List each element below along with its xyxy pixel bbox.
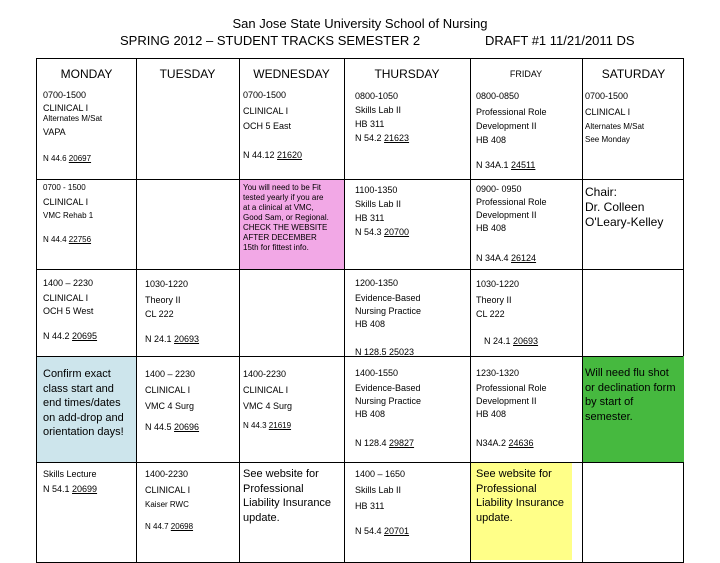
insurance-note-wednesday: See website for Professional Liability Insurance update. xyxy=(243,468,332,524)
time: 0700-1500 xyxy=(43,90,87,100)
location: CL 222 xyxy=(145,309,174,319)
tue-row3-course xyxy=(145,333,199,346)
course-number: N34A.2 xyxy=(476,438,509,448)
thu-row3-cell xyxy=(355,277,421,331)
location: HB 408 xyxy=(476,135,507,145)
course-number: N 44.7 xyxy=(145,522,171,531)
course-name: Skills Lab II xyxy=(355,485,402,495)
note: Alternates M/Sat xyxy=(43,114,103,123)
course-type: CLINICAL I xyxy=(43,293,89,303)
course-code: 26124 xyxy=(511,253,537,263)
location: OCH 5 East xyxy=(243,121,292,131)
thu-row4-cell xyxy=(355,367,421,421)
time: 1030-1220 xyxy=(145,279,189,289)
course xyxy=(355,131,409,145)
course-code: 21620 xyxy=(277,150,303,160)
mon-row1-course xyxy=(43,154,91,164)
course-name: Skills Lab II xyxy=(355,105,402,115)
wed-row1-cell xyxy=(243,89,291,133)
tue-row5-cell xyxy=(145,467,190,510)
time: 0700-1500 xyxy=(243,90,287,100)
day-header-monday: MONDAY xyxy=(60,67,113,81)
row-divider xyxy=(37,462,683,463)
tue-row5-course xyxy=(145,522,193,532)
course-type: CLINICAL I xyxy=(243,385,289,395)
course-name-cont: Nursing Practice xyxy=(355,306,422,316)
course-name-cont: Development II xyxy=(476,121,537,131)
draft-label: DRAFT #1 11/21/2011 DS xyxy=(485,33,635,48)
course-number: N 44.6 xyxy=(43,154,69,163)
tue-row4-course xyxy=(145,421,199,434)
insurance-note-friday: See website for Professional Liability Insurance update. xyxy=(476,468,565,524)
school-title: San Jose State University School of Nursing xyxy=(232,16,488,31)
day-header-thursday: THURSDAY xyxy=(374,67,440,81)
course-type: CLINICAL I xyxy=(243,105,289,116)
course-name: Skills Lab II xyxy=(355,199,402,209)
course-number: N 44.2 xyxy=(43,331,73,341)
location: HB 408 xyxy=(476,409,507,419)
course-name: Theory II xyxy=(476,295,512,305)
time: 1400-1550 xyxy=(355,368,399,378)
fri-row3-course xyxy=(484,335,538,348)
course-number: N 34A.1 xyxy=(476,160,512,170)
course-name: Theory II xyxy=(145,295,181,305)
course-number: N 44.3 xyxy=(243,421,269,430)
time: 1400 – 2230 xyxy=(145,369,196,379)
course-number: N 34A.4 xyxy=(476,253,512,263)
note-line: tested yearly if you are xyxy=(243,193,324,202)
col-divider xyxy=(136,59,137,562)
location: HB 311 xyxy=(355,501,385,511)
mon-row5-cell xyxy=(43,467,97,497)
mon-row1-cell xyxy=(43,89,102,139)
semester-title: SPRING 2012 – STUDENT TRACKS SEMESTER 2 xyxy=(120,33,421,48)
location: OCH 5 West xyxy=(43,306,94,316)
course-number: N 24.1 xyxy=(484,336,514,346)
mon-row3-cell xyxy=(43,277,93,318)
course-name: Professional Role xyxy=(476,383,547,393)
fit-test-note xyxy=(243,183,329,253)
course-code: 20696 xyxy=(174,422,200,432)
course-type: CLINICAL I xyxy=(43,197,89,207)
time: 1400-2230 xyxy=(145,469,189,479)
col-divider xyxy=(470,59,471,562)
location: HB 311 xyxy=(355,213,385,223)
location: VAPA xyxy=(43,127,66,137)
chair-info xyxy=(585,185,663,230)
course-number: N 128.5 xyxy=(355,347,390,357)
location: HB 408 xyxy=(476,223,507,233)
time: 0900- 0950 xyxy=(476,184,522,194)
chair-name: Dr. Colleen xyxy=(585,200,645,214)
course-name-cont: Nursing Practice xyxy=(355,396,422,406)
course-number: N 54.4 xyxy=(355,526,385,536)
course xyxy=(355,225,409,239)
course-type: CLINICAL I xyxy=(43,102,89,113)
day-header-tuesday: TUESDAY xyxy=(159,67,216,81)
course-number: N 44.4 xyxy=(43,235,69,244)
location: HB 408 xyxy=(355,409,386,419)
course-code: 24511 xyxy=(511,160,536,170)
fri-row1-cell xyxy=(476,89,547,147)
note-line: You will need to be Fit xyxy=(243,183,321,192)
course-code: 20699 xyxy=(72,484,98,494)
time: 0800-0850 xyxy=(476,91,520,101)
location: HB 408 xyxy=(355,319,386,329)
thu-row4-course xyxy=(355,437,414,450)
course-number: N 44.5 xyxy=(145,422,175,432)
wed-row1-course xyxy=(243,149,302,162)
location: VMC Rehab 1 xyxy=(43,211,94,220)
course-code: 21623 xyxy=(384,133,410,143)
location: Kaiser RWC xyxy=(145,500,189,509)
course-name: Professional Role xyxy=(476,107,547,117)
course-number: N 54.1 xyxy=(43,484,73,494)
course-code: 20693 xyxy=(513,336,539,346)
row-divider xyxy=(37,269,683,270)
thu-row1-cell xyxy=(355,89,409,145)
course-number: N 24.1 xyxy=(145,334,175,344)
thu-row2-cell xyxy=(355,183,409,239)
course-code: 20698 xyxy=(170,522,194,531)
sat-row1-cell xyxy=(585,89,644,145)
fri-row2-cell xyxy=(476,183,547,235)
course-name: Professional Role xyxy=(476,197,547,207)
col-divider xyxy=(239,59,240,562)
course-type: CLINICAL I xyxy=(585,107,631,117)
note-line: Good Sam, or Regional. xyxy=(243,213,329,222)
fri-row1-course xyxy=(476,159,535,172)
course-code: 21619 xyxy=(268,421,292,430)
location: CL 222 xyxy=(476,309,505,319)
wed-row4-course xyxy=(243,421,291,431)
time: 1400 – 1650 xyxy=(355,469,406,479)
day-header-wednesday: WEDNESDAY xyxy=(253,67,330,81)
location: HB 311 xyxy=(355,119,385,129)
course-number: N 44.12 xyxy=(243,150,278,160)
thu-row5-cell xyxy=(355,467,405,513)
note-line: at a clinical at VMC, xyxy=(243,203,314,212)
course-code: 25023 xyxy=(389,347,415,357)
tue-row4-cell xyxy=(145,367,195,413)
course-code: 22756 xyxy=(68,235,92,244)
flu-shot-note: Will need flu shot or declination form by start of semester. xyxy=(585,367,676,423)
course-number: N 128.4 xyxy=(355,438,390,448)
fri-row4-course xyxy=(476,437,534,450)
course-type: CLINICAL I xyxy=(145,385,191,395)
course-number: N 54.2 xyxy=(355,133,385,143)
fri-row4-cell xyxy=(476,367,547,421)
day-header-friday: FRIDAY xyxy=(509,69,543,79)
thu-row5-course xyxy=(355,525,409,538)
time: 1230-1320 xyxy=(476,368,520,378)
fri-row2-course xyxy=(476,252,536,265)
course-code: 20697 xyxy=(68,154,92,163)
time: 0800-1050 xyxy=(355,91,399,101)
course-name: Evidence-Based xyxy=(355,383,421,393)
location: VMC 4 Surg xyxy=(243,401,293,411)
col-divider xyxy=(344,59,345,562)
note-line: CHECK THE WEBSITE xyxy=(243,223,328,232)
time: 0700 - 1500 xyxy=(43,183,86,192)
note: See Monday xyxy=(585,135,630,144)
course-name-cont: Development II xyxy=(476,210,537,220)
mon-row2-course xyxy=(43,235,91,245)
day-header-saturday: SATURDAY xyxy=(601,67,666,81)
confirm-times-note: Confirm exact class start and end times/dates on add-drop and orientation days! xyxy=(43,368,124,438)
tue-row3-cell xyxy=(145,277,188,321)
time: 1100-1350 xyxy=(355,185,398,195)
note-line: 15th for fittest info. xyxy=(243,243,309,252)
course-code: 20700 xyxy=(384,227,410,237)
course-code: 20695 xyxy=(72,331,98,341)
time: 1030-1220 xyxy=(476,279,520,289)
location: VMC 4 Surg xyxy=(145,401,195,411)
chair-name-cont: O'Leary-Kelley xyxy=(585,215,664,229)
course-type: CLINICAL I xyxy=(145,485,191,495)
wed-row4-cell xyxy=(243,367,292,413)
time: 1400 – 2230 xyxy=(43,278,94,288)
time: 1200-1350 xyxy=(355,278,399,288)
col-divider xyxy=(582,59,583,562)
fri-row3-cell xyxy=(476,277,519,321)
schedule-grid xyxy=(36,58,684,563)
time: 0700-1500 xyxy=(585,91,629,101)
course-code: 20701 xyxy=(384,526,410,536)
row-divider xyxy=(37,179,683,180)
course-code: 24636 xyxy=(508,438,534,448)
note-line: AFTER DECEMBER xyxy=(243,233,317,242)
note: Alternates M/Sat xyxy=(585,122,645,131)
mon-row2-cell xyxy=(43,183,93,221)
course-name-cont: Development II xyxy=(476,396,537,406)
chair-label: Chair: xyxy=(585,185,618,199)
course xyxy=(43,482,97,497)
mon-row3-course xyxy=(43,330,97,343)
course-number: N 54.3 xyxy=(355,227,385,237)
course-name: Skills Lecture xyxy=(43,469,97,479)
time: 1400-2230 xyxy=(243,369,287,379)
thu-row3-course xyxy=(355,346,414,359)
course-code: 29827 xyxy=(389,438,415,448)
course-name: Evidence-Based xyxy=(355,293,421,303)
course-code: 20693 xyxy=(174,334,200,344)
